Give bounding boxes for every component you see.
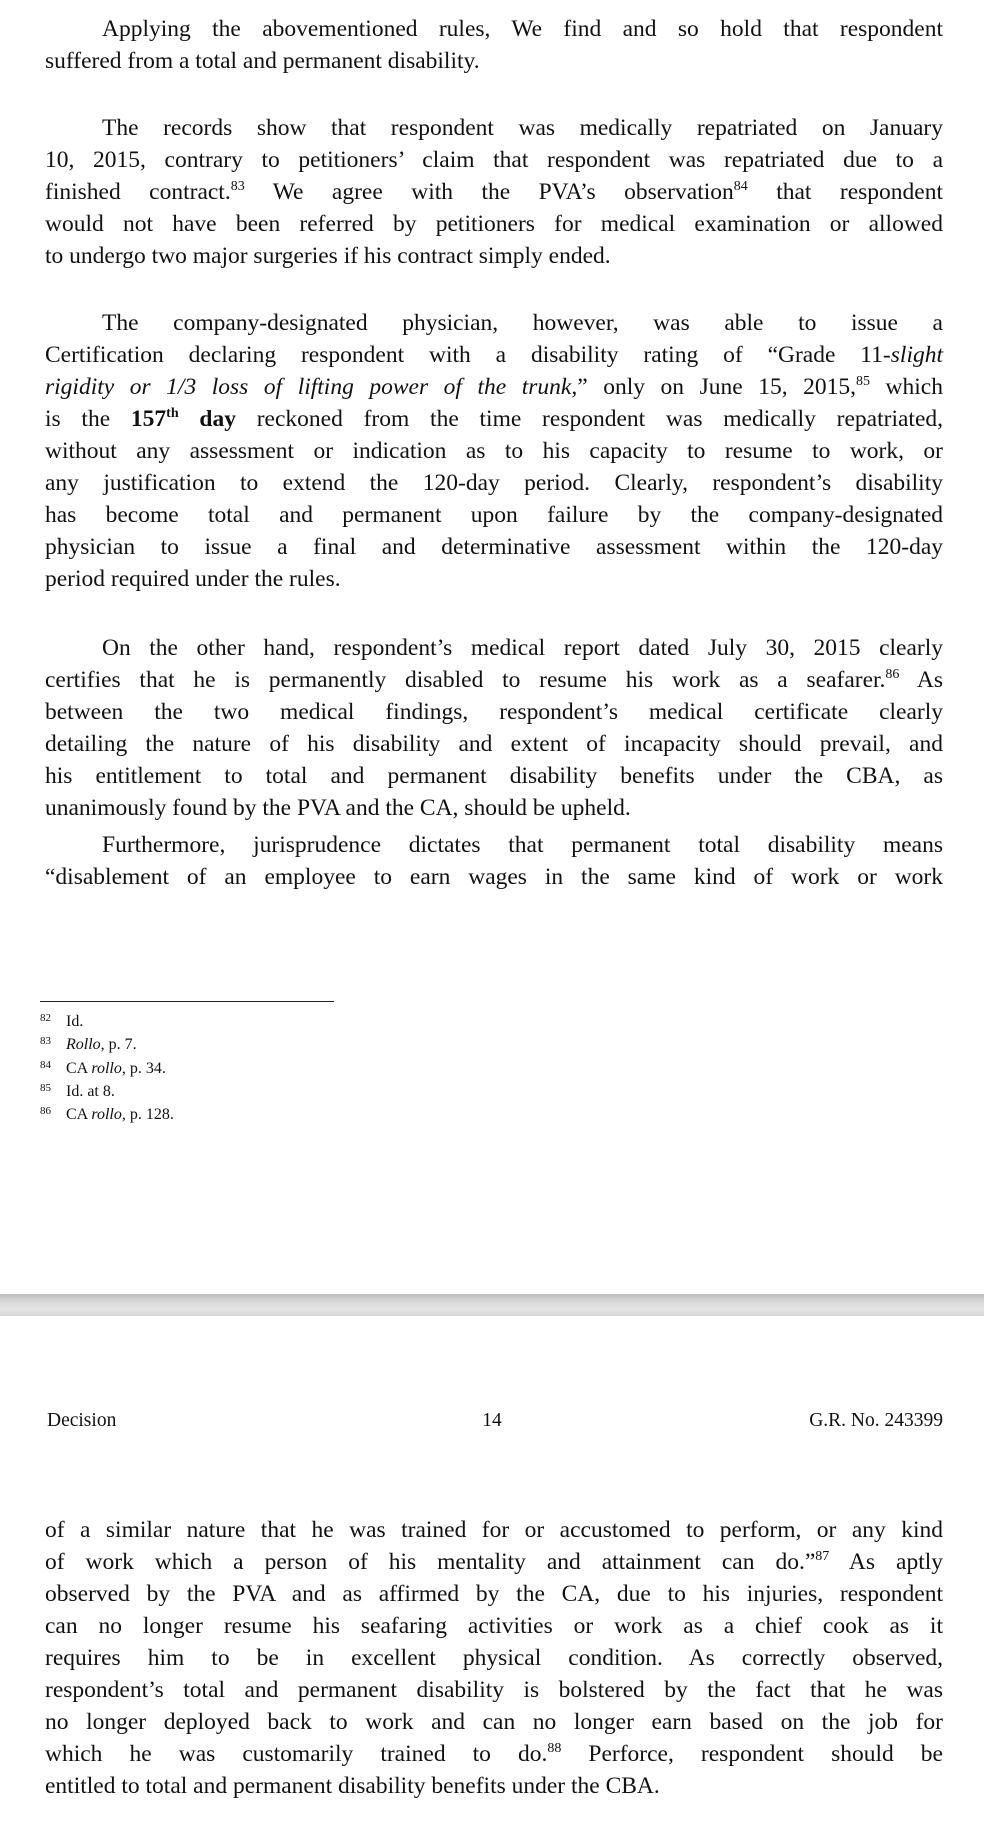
footnote-text <box>66 1057 166 1080</box>
text-run: certifies that he is permanently disabled to resume his work as a seafarer. <box>45 667 886 693</box>
footnote-text <box>66 1010 83 1033</box>
italic-text: rollo <box>91 1106 122 1124</box>
text-run: of work which a person of his mentality and attainment can do.” <box>45 1549 816 1575</box>
text-line <box>45 208 943 240</box>
footnote-reference: 83 <box>230 179 245 194</box>
text-run: can no longer resume his seafaring activities or work as a chief cook as it <box>45 1613 943 1639</box>
text-run: Perforce, respondent should be <box>561 1741 943 1767</box>
text-line <box>45 1770 943 1802</box>
text-line <box>45 112 943 144</box>
paragraph <box>45 632 943 824</box>
text-line <box>45 1610 943 1642</box>
text-run: Applying the abovementioned rules, We find and so hold that respondent <box>102 16 943 42</box>
text-run: We agree with the PVA’s observation <box>244 179 734 205</box>
text-line <box>45 792 943 824</box>
text-line <box>45 664 943 696</box>
text-line <box>45 467 943 499</box>
paragraph <box>45 307 943 595</box>
header-document-type: Decision <box>47 1410 117 1431</box>
text-run: without any assessment or indication as to his capacity to resume to work, or <box>45 438 943 464</box>
text-run: unanimously found by the PVA and the CA, should be upheld. <box>45 795 631 821</box>
text-line <box>45 176 943 208</box>
footnote-text <box>66 1103 174 1126</box>
text-line <box>45 760 943 792</box>
text-run: The records show that respondent was medically repatriated on January <box>102 115 943 141</box>
bold-text: 157 <box>130 406 167 432</box>
text-line <box>45 1578 943 1610</box>
text-run: finished contract. <box>45 179 231 205</box>
footnote-text <box>66 1033 137 1056</box>
text-run: has become total and permanent upon failure by the company-designated <box>45 502 943 528</box>
text-line <box>45 1546 943 1578</box>
text-run: is the <box>45 406 131 432</box>
text-line <box>45 307 943 339</box>
text-run: , p. 7. <box>100 1036 137 1054</box>
footnote-reference: 88 <box>547 1741 562 1756</box>
text-run: The company-designated physician, however, was able to issue a <box>102 310 943 336</box>
text-run: his entitlement to total and permanent disability benefits under the CBA, as <box>45 763 943 789</box>
text-line <box>45 531 943 563</box>
footnote-reference: 86 <box>885 667 900 682</box>
text-run: On the other hand, respondent’s medical report dated July 30, 2015 clearly <box>102 635 943 661</box>
text-run: Certification declaring respondent with a disability rating of “Grade 11- <box>45 342 891 368</box>
footnote-item <box>40 1103 174 1126</box>
text-line <box>45 1642 943 1674</box>
text-line <box>45 861 943 893</box>
paragraph <box>45 1514 943 1802</box>
italic-text: Rollo <box>66 1036 101 1054</box>
text-run: Id. at 8. <box>66 1082 115 1100</box>
running-header <box>0 1410 984 1436</box>
text-line <box>45 563 943 595</box>
text-run: Furthermore, jurisprudence dictates that permanent total disability means <box>102 832 943 858</box>
footnote-number: 83 <box>40 1035 51 1048</box>
text-line <box>45 728 943 760</box>
text-run: physician to issue a final and determinative assessment within the 120-day <box>45 534 943 560</box>
text-run: any justification to extend the 120-day period. Clearly, respondent’s disability <box>45 470 943 496</box>
text-line <box>45 144 943 176</box>
text-run: suffered from a total and permanent disability. <box>45 48 480 74</box>
page-number: 14 <box>482 1410 502 1431</box>
text-run: As aptly <box>829 1549 943 1575</box>
text-run: As <box>899 667 943 693</box>
footnote-reference: 85 <box>856 374 870 389</box>
footnote-number: 84 <box>40 1058 51 1071</box>
text-run: would not have been referred by petitioners for medical examination or allowed <box>45 211 943 237</box>
text-run: entitled to total and permanent disability benefits under the CBA. <box>45 1773 660 1799</box>
text-run: period required under the rules. <box>45 566 341 592</box>
text-run: , p. 128. <box>121 1106 174 1124</box>
ordinal-suffix: th <box>166 406 179 421</box>
text-run: which he was customarily trained to do. <box>45 1741 548 1767</box>
text-run: “disablement of an employee to earn wages in the same kind of work or work <box>45 864 943 890</box>
text-line <box>45 499 943 531</box>
text-line <box>45 1674 943 1706</box>
bold-text: day <box>178 406 236 432</box>
text-line <box>45 371 943 403</box>
text-line <box>45 1706 943 1738</box>
case-number: G.R. No. 243399 <box>809 1410 943 1431</box>
text-run: detailing the nature of his disability and extent of incapacity should prevail, and <box>45 731 943 757</box>
text-line <box>45 339 943 371</box>
footnote-number: 82 <box>40 1012 51 1024</box>
text-line <box>45 829 943 861</box>
text-run: 10, 2015, contrary to petitioners’ claim that respondent was repatriated due to a <box>45 147 943 173</box>
italic-text: rollo <box>91 1059 122 1077</box>
paragraph <box>45 112 943 272</box>
page-break-divider <box>0 1294 984 1316</box>
text-run: to undergo two major surgeries if his contract simply ended. <box>45 243 611 269</box>
text-line <box>45 1738 943 1770</box>
text-line <box>45 435 943 467</box>
text-line <box>45 45 943 77</box>
text-line <box>45 696 943 728</box>
italic-text: rigidity or 1/3 loss of lifting power of the trunk, <box>45 374 578 400</box>
text-run: requires him to be in excellent physical condition. As correctly observed, <box>45 1645 943 1671</box>
footnote-number: 85 <box>40 1081 51 1094</box>
paragraph <box>45 829 943 893</box>
footnote-separator <box>40 1001 334 1002</box>
text-run: , p. 34. <box>121 1059 166 1077</box>
text-run: of a similar nature that he was trained for or accustomed to perform, or any kind <box>45 1517 943 1543</box>
text-run: reckoned from the time respondent was medically repatriated, <box>235 406 943 432</box>
footnote-reference: 87 <box>815 1549 830 1564</box>
text-run: that respondent <box>747 179 943 205</box>
footnote-text <box>66 1080 115 1103</box>
text-run: ” only on June 15, 2015, <box>577 374 856 400</box>
text-run: no longer deployed back to work and can no longer earn based on the job for <box>45 1709 943 1735</box>
text-run: CA <box>66 1106 92 1124</box>
footnote-number: 86 <box>40 1105 51 1118</box>
italic-text: slight <box>890 342 943 368</box>
text-run: CA <box>66 1059 92 1077</box>
footnotes <box>40 1010 174 1126</box>
text-line <box>45 240 943 272</box>
paragraph <box>45 13 943 77</box>
text-run: respondent’s total and permanent disability is bolstered by the fact that he was <box>45 1677 943 1703</box>
footnote-reference: 84 <box>733 179 748 194</box>
text-line <box>45 13 943 45</box>
text-run: observed by the PVA and as affirmed by the CA, due to his injuries, respondent <box>45 1581 943 1607</box>
text-line <box>45 1514 943 1546</box>
text-run: between the two medical findings, respondent’s medical certificate clearly <box>45 699 943 725</box>
text-run: which <box>870 374 943 400</box>
text-line <box>45 632 943 664</box>
text-line <box>45 403 943 435</box>
text-run: Id. <box>66 1013 84 1030</box>
